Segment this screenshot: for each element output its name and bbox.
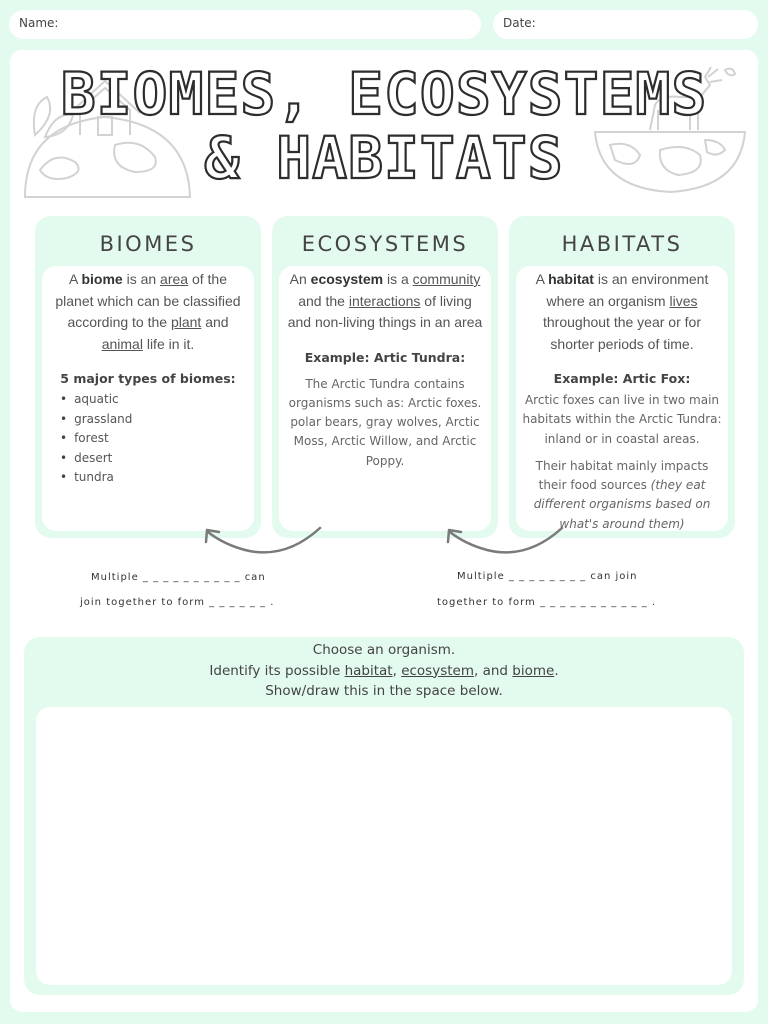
def-keyword: animal <box>101 335 143 352</box>
title-line-1: BIOMES, ECOSYSTEMS <box>60 60 708 128</box>
page-title <box>0 62 768 190</box>
def-text: is a <box>383 271 413 287</box>
ecosystem-example-text: The Arctic Tundra contains organisms such as: Arctic foxes. polar bears, gray wolves, Arctic Moss, Arctic Willow, and Arctic Poppy. <box>288 376 482 468</box>
fill-in-left-line-1: Multiple _ _ _ _ _ _ _ _ _ _ can <box>91 572 266 583</box>
habitats-content <box>516 266 728 531</box>
def-keyword: plant <box>170 314 202 330</box>
def-text: of living and non-living things in an area <box>287 292 483 330</box>
habitats-heading: HABITATS <box>561 232 683 256</box>
biome-types-list <box>50 390 246 488</box>
title-line-2: & HABITATS <box>204 124 564 192</box>
instruction-line-3: Show/draw this in the space below. <box>265 683 503 699</box>
def-keyword: lives <box>669 292 698 309</box>
ecosystem-definition <box>287 269 483 334</box>
def-text: A <box>68 271 82 287</box>
def-text: throughout the year or for shorter periods of time. <box>543 314 701 352</box>
activity-instructions <box>24 640 744 702</box>
list-item: • desert <box>60 449 246 469</box>
habitat-example-title: Example: Artic Fox: <box>553 371 691 386</box>
name-field[interactable] <box>9 10 481 39</box>
biomes-heading: BIOMES <box>99 232 197 256</box>
def-term: habitat <box>548 271 594 287</box>
def-text: is an environment where an organism <box>546 271 709 309</box>
instr-keyword: ecosystem <box>401 662 474 679</box>
list-item: • forest <box>60 429 246 449</box>
instruction-line-1: Choose an organism. <box>312 642 456 658</box>
date-field[interactable] <box>493 10 758 39</box>
drawing-area[interactable] <box>36 707 732 985</box>
activity-panel <box>24 637 744 995</box>
ecosystem-example-title: Example: Artic Tundra: <box>304 349 466 365</box>
habitats-card <box>509 216 735 538</box>
list-item: • tundra <box>60 468 246 488</box>
biomes-card <box>35 216 261 538</box>
def-text: is an <box>122 271 161 287</box>
instruction-line-2 <box>24 661 744 682</box>
def-text: and the <box>298 292 349 309</box>
instr-text: Identify its possible <box>209 662 345 679</box>
def-keyword: interactions <box>348 292 421 309</box>
def-text: A <box>535 271 549 287</box>
def-keyword: community <box>412 271 481 287</box>
def-term: biome <box>81 271 123 287</box>
instr-text: , and <box>473 662 513 679</box>
fill-in-right-line-1: Multiple _ _ _ _ _ _ _ _ can join <box>457 571 638 582</box>
curved-arrow-left-icon <box>195 520 330 560</box>
biome-types-title: 5 major types of biomes: <box>60 371 236 386</box>
ecosystems-card <box>272 216 498 538</box>
def-keyword: area <box>160 271 189 287</box>
instr-text: , <box>392 662 402 679</box>
date-label: Date: <box>503 16 536 30</box>
curved-arrow-right-icon <box>437 520 572 560</box>
example-italic: (they eat different organisms based on what's around them) <box>533 478 711 531</box>
def-text: An <box>289 271 311 287</box>
def-text: of the planet which can be classified according to the <box>55 271 241 330</box>
biomes-content <box>42 266 254 531</box>
def-text: and <box>201 314 229 330</box>
habitat-definition <box>520 269 724 355</box>
fill-in-right-line-2: together to form _ _ _ _ _ _ _ _ _ _ _ . <box>437 597 657 608</box>
fill-in-left-line-2: join together to form _ _ _ _ _ _ . <box>80 597 275 608</box>
instr-keyword: biome <box>512 662 555 679</box>
list-item: • aquatic <box>60 390 246 410</box>
instr-keyword: habitat <box>344 662 393 679</box>
instr-text: . <box>554 662 559 679</box>
ecosystems-content <box>279 266 491 531</box>
ecosystems-heading: ECOSYSTEMS <box>301 232 469 256</box>
example-text: Their habitat mainly impacts their food sources <box>535 458 709 493</box>
name-label: Name: <box>19 16 59 30</box>
list-item: • grassland <box>60 410 246 430</box>
def-text: life in it. <box>142 335 195 352</box>
habitat-example-text: Arctic foxes can live in two main habitats within the Arctic Tundra: inland or in coastal areas. <box>522 393 722 446</box>
def-term: ecosystem <box>310 271 384 287</box>
biome-definition <box>50 269 246 355</box>
